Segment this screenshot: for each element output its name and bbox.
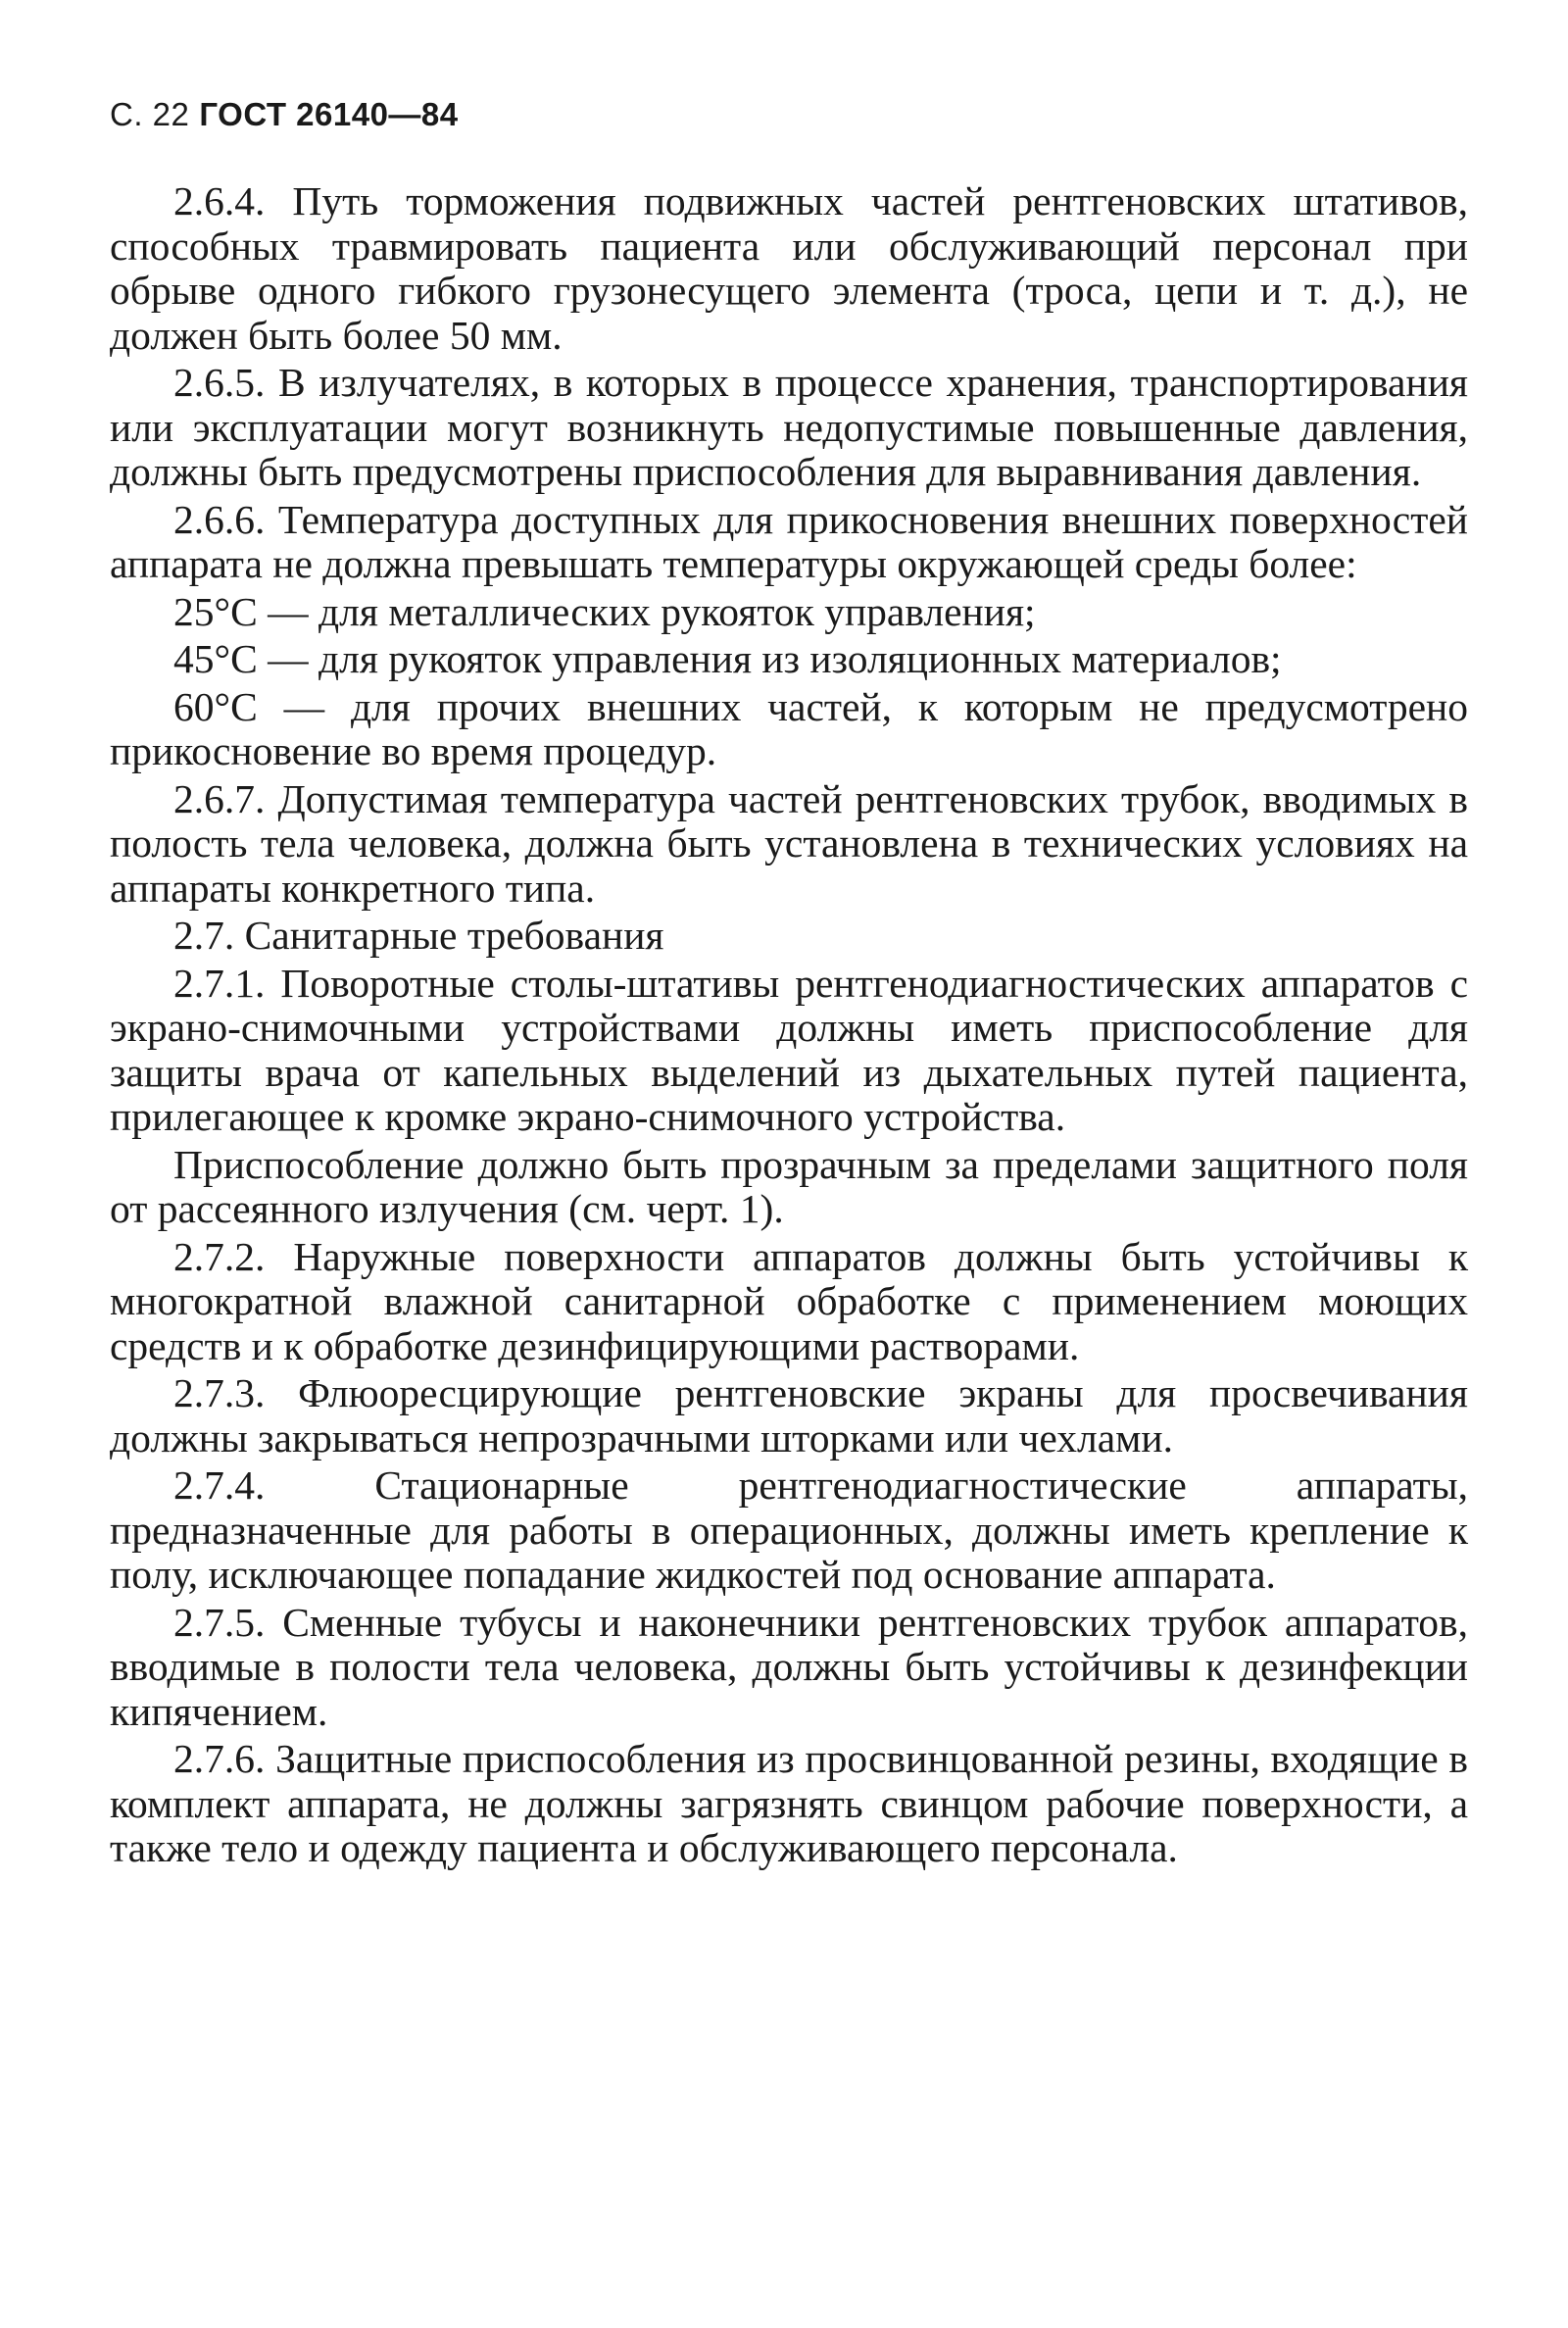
paragraph-2-7-3: 2.7.3. Флюоресцирующие рентгеновские экраны для просвечивания должны закрываться непрозрачными шторками или чехлами. bbox=[110, 1370, 1468, 1461]
paragraph-2-7-1-note: Приспособление должно быть прозрачным за пределами защитного поля от рассеянного излучения (см. черт. 1). bbox=[110, 1141, 1468, 1231]
list-item-45c: 45°С — для рукояток управления из изоляционных материалов; bbox=[173, 636, 1282, 681]
paragraph-2-6-5: 2.6.5. В излучателях, в которых в процессе хранения, транспортирования или эксплуатации могут возникнуть недопустимые повышенные давления, должны быть предусмотрены приспособления для выравнивания давления. bbox=[110, 360, 1468, 494]
paragraph-2-7-5: 2.7.5. Сменные тубусы и наконечники рентгеновских трубок аппаратов, вводимые в полости тела человека, должны быть устойчивы к дезинфекции кипячением. bbox=[110, 1599, 1468, 1734]
paragraph-2-6-7: 2.6.7. Допустимая температура частей рентгеновских трубок, вводимых в полость тела человека, должна быть установлена в технических условиях на аппараты конкретного типа. bbox=[110, 775, 1468, 911]
paragraph-2-6-6: 2.6.6. Температура доступных для прикосновения внешних поверхностей аппарата не должна превышать температуры окружающей среды более: bbox=[110, 496, 1468, 586]
paragraph-2-6-4: 2.6.4. Путь торможения подвижных частей рентгеновских штативов, способных травмировать пациента или обслуживающий персонал при обрыве одного гибкого грузонесущего элемента (троса, цепи и т. д.), не должен быть более 50 мм. bbox=[110, 178, 1468, 358]
list-item-25c: 25°С — для металлических рукояток управления; bbox=[173, 588, 1036, 634]
paragraph-2-7-1: 2.7.1. Поворотные столы-штативы рентгенодиагностических аппаратов с экрано-снимочными устройствами должны иметь приспособление для защиты врача от капельных выделений из дыхательных путей пациента, прилегающее к кромке экрано-снимочного устройства. bbox=[110, 960, 1468, 1139]
paragraph-2-7-4: 2.7.4. Стационарные рентгенодиагностические аппараты, предназначенные для работы в операционных, должны иметь крепление к полу, исключающее попадание жидкостей под основание аппарата. bbox=[110, 1462, 1468, 1597]
paragraph-2-7-2: 2.7.2. Наружные поверхности аппаратов должны быть устойчивы к многократной влажной санитарной обработке с применением моющих средств и к обработке дезинфицирующими растворами. bbox=[110, 1233, 1468, 1368]
list-item-60c: 60°С — для прочих внешних частей, к которым не предусмотрено прикосновение во время процедур. bbox=[110, 683, 1468, 773]
page-number: С. 22 bbox=[110, 96, 190, 132]
paragraph-2-7-6: 2.7.6. Защитные приспособления из просвинцованной резины, входящие в комплект аппарата, не должны загрязнять свинцом рабочие поверхности, а также тело и одежду пациента и обслуживающего персонала. bbox=[110, 1736, 1468, 1870]
section-heading-2-7: 2.7. Санитарные требования bbox=[173, 913, 664, 958]
standard-designation: ГОСТ 26140—84 bbox=[199, 96, 459, 132]
document-body bbox=[110, 179, 1468, 1874]
page-header bbox=[110, 96, 459, 133]
